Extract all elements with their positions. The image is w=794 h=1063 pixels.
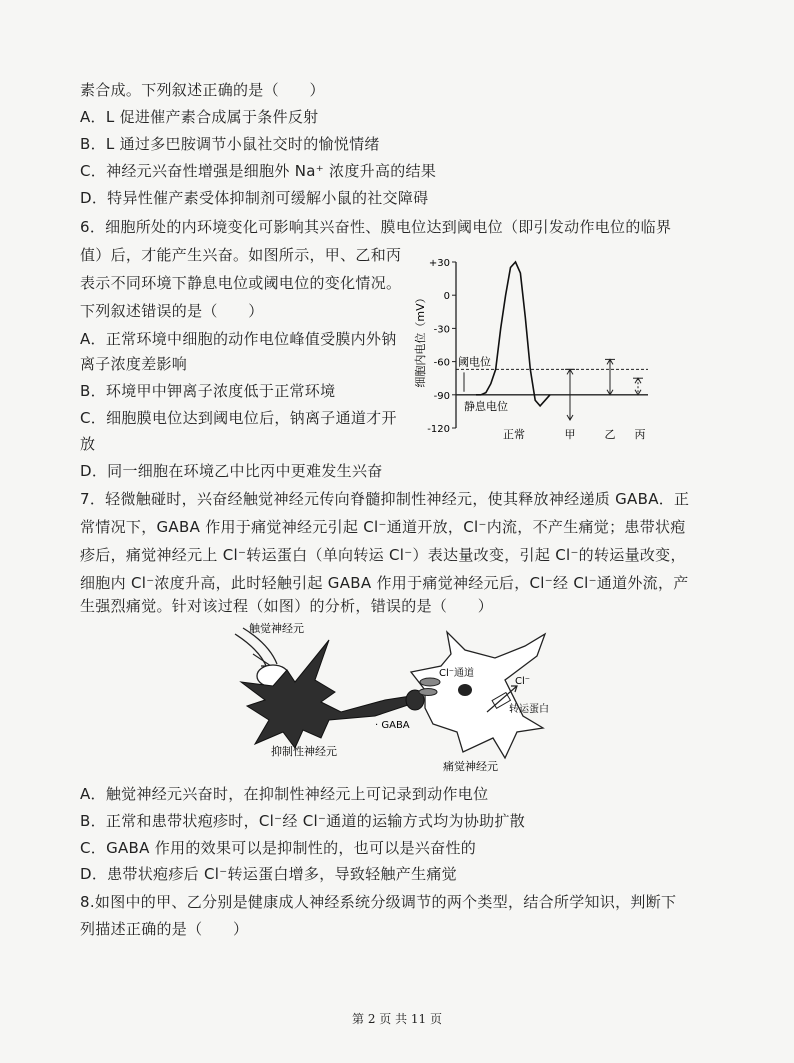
q5-stem-end: 素合成。下列叙述正确的是（ ） bbox=[80, 81, 325, 99]
cl-ion-label: Cl⁻ bbox=[515, 676, 531, 687]
y-tick-label: -90 bbox=[433, 390, 450, 402]
q7-option-b: B．正常和患带状疱疹时，Cl⁻经 Cl⁻通道的运输方式均为协助扩散 bbox=[80, 812, 526, 830]
q6-stem-line-1: 6．细胞所处的内环境变化可影响其兴奋性、膜电位达到阈电位（即引发动作电位的临界 bbox=[80, 218, 672, 236]
q7-stem-line-2: 常情况下，GABA 作用于痛觉神经元引起 Cl⁻通道开放，Cl⁻内流，不产生痛觉；患带状疱 bbox=[80, 518, 686, 536]
q6-option-b: B．环境甲中钾离子浓度低于正常环境 bbox=[80, 382, 336, 400]
q6-stem-line-3: 表示不同环境下静息电位或阈电位的变化情况。 bbox=[80, 274, 402, 292]
q6-option-c-line-1: C．细胞膜电位达到阈电位后，钠离子通道才开 bbox=[80, 409, 397, 427]
q5-option-d: D．特异性催产素受体抑制剂可缓解小鼠的社交障碍 bbox=[80, 189, 429, 207]
q6-option-a-line-2: 离子浓度差影响 bbox=[80, 355, 188, 373]
y-tick-label: 0 bbox=[443, 291, 450, 303]
q5-option-a: A．L 促进催产素合成属于条件反射 bbox=[80, 108, 319, 126]
transporter-label: 转运蛋白 bbox=[509, 704, 549, 715]
q7-stem-line-5: 生强烈痛觉。针对该过程（如图）的分析，错误的是（ ） bbox=[80, 597, 494, 615]
y-tick-label: -120 bbox=[427, 424, 450, 435]
membrane-potential-chart bbox=[416, 250, 666, 445]
cl-channel-label: Cl⁻通道 bbox=[439, 668, 475, 679]
q6-stem-line-2: 值）后，才能产生兴奋。如图所示，甲、乙和丙 bbox=[80, 246, 402, 264]
condition-label: 乙 bbox=[604, 428, 616, 441]
q6-option-d: D．同一细胞在环境乙中比丙中更难发生兴奋 bbox=[80, 462, 383, 480]
action-potential-curve bbox=[476, 262, 550, 406]
q7-stem-line-3: 疹后，痛觉神经元上 Cl⁻转运蛋白（单向转运 Cl⁻）表达量改变，引起 Cl⁻的转运量改变， bbox=[80, 546, 686, 564]
q7-stem-line-4: 细胞内 Cl⁻浓度升高，此时轻触引起 GABA 作用于痛觉神经元后，Cl⁻经 Cl⁻通道外流，产 bbox=[80, 574, 689, 592]
page-footer: 第 2 页 共 11 页 bbox=[352, 1012, 442, 1026]
resting-label: 静息电位 bbox=[464, 399, 508, 413]
pain-neuron-label: 痛觉神经元 bbox=[443, 760, 498, 773]
q7-option-d: D．患带状疱疹后 Cl⁻转运蛋白增多，导致轻触产生痛觉 bbox=[80, 865, 457, 883]
q7-stem-line-1: 7．轻微触碰时，兴奋经触觉神经元传向脊髓抑制性神经元，使其释放神经递质 GABA．正 bbox=[80, 490, 690, 508]
q6-option-a-line-1: A．正常环境中细胞的动作电位峰值受膜内外钠 bbox=[80, 330, 397, 348]
q5-option-b: B．L 通过多巴胺调节小鼠社交时的愉悦情绪 bbox=[80, 135, 380, 153]
q8-stem-line-1: 8.如图中的甲、乙分别是健康成人神经系统分级调节的两个类型，结合所学知识，判断下 bbox=[80, 893, 677, 911]
condition-label: 正常 bbox=[503, 428, 525, 441]
q7-option-a: A．触觉神经元兴奋时，在抑制性神经元上可记录到动作电位 bbox=[80, 785, 489, 803]
q6-option-c-line-2: 放 bbox=[80, 435, 96, 453]
cl-channel-icon bbox=[420, 678, 440, 686]
condition-label: 丙 bbox=[634, 428, 646, 441]
y-axis-label: 细胞内电位（mV） bbox=[414, 292, 427, 388]
condition-label: 甲 bbox=[564, 428, 576, 441]
y-tick-label: -60 bbox=[433, 357, 450, 369]
q7-option-c: C．GABA 作用的效果可以是抑制性的，也可以是兴奋性的 bbox=[80, 839, 477, 857]
inhibitory-neuron-label: 抑制性神经元 bbox=[271, 745, 337, 758]
touch-neuron-axon bbox=[235, 634, 267, 668]
cl-channel-icon-2 bbox=[419, 689, 437, 696]
y-tick-label: -30 bbox=[433, 324, 450, 336]
touch-neuron-label: 触觉神经元 bbox=[249, 622, 304, 635]
q6-stem-line-4: 下列叙述错误的是（ ） bbox=[80, 302, 264, 320]
y-tick-label: +30 bbox=[428, 258, 450, 269]
gaba-label: · GABA bbox=[375, 720, 410, 731]
pain-neuron-nucleus bbox=[458, 684, 472, 696]
threshold-label: 阈电位 bbox=[458, 355, 491, 369]
touch-arrow-icon bbox=[253, 654, 271, 666]
q8-stem-line-2: 列描述正确的是（ ） bbox=[80, 920, 249, 938]
inhibitory-neuron-body bbox=[241, 640, 411, 748]
q5-option-c: C．神经元兴奋性增强是细胞外 Na⁺ 浓度升高的结果 bbox=[80, 162, 437, 180]
neuron-diagram bbox=[225, 620, 570, 778]
